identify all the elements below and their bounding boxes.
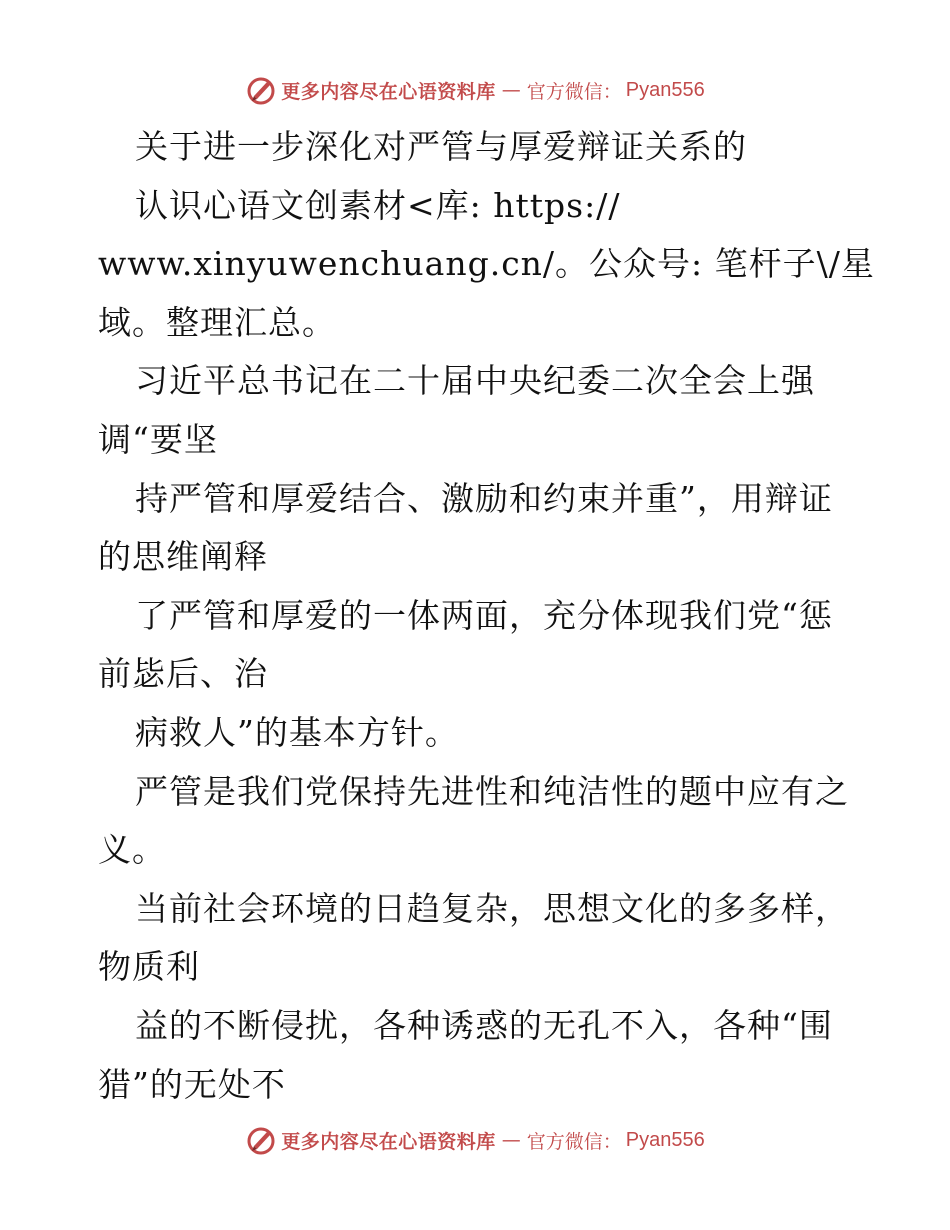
banner-wechat-id: Pyan556	[625, 1128, 705, 1151]
text-line: www.xinyuwenchuang.cn/。公众号: 笔杆子\/星	[98, 244, 875, 284]
header-banner	[0, 70, 950, 110]
text-line: 物质利	[98, 947, 200, 987]
text-line: 持严管和厚爱结合、激励和约束并重”，用辩证	[135, 478, 833, 518]
banner-separator: —	[501, 79, 521, 101]
text-line: 当前社会环境的日趋复杂，思想文化的多多样，	[135, 888, 849, 928]
text-line: 关于进一步深化对严管与厚爱辩证关系的	[135, 127, 747, 166]
text-line: 的思维阐释	[98, 537, 268, 577]
banner-wechat-id: Pyan556	[625, 78, 705, 101]
pen-logo-icon	[245, 1124, 277, 1156]
text-line: 认识心语文创素材<库: https://	[135, 185, 621, 225]
banner-content	[245, 74, 705, 106]
document-body	[98, 118, 875, 1114]
banner-title: 更多内容尽在心语资料库	[281, 80, 496, 103]
text-line: 益的不断侵扰，各种诱惑的无孔不入，各种“围	[135, 1005, 833, 1045]
banner-title: 更多内容尽在心语资料库	[281, 1130, 496, 1153]
banner-content	[245, 1124, 705, 1156]
text-line: 域。整理汇总。	[98, 302, 336, 342]
banner-separator: —	[501, 1129, 521, 1151]
text-line: 病救人”的基本方针。	[135, 712, 459, 752]
text-line: 义。	[98, 830, 166, 870]
pen-logo-icon	[245, 74, 277, 106]
text-line: 严管是我们党保持先进性和纯洁性的题中应有之	[135, 771, 849, 811]
text-line: 调“要坚	[98, 419, 218, 459]
text-line: 前毖后、治	[98, 654, 268, 694]
text-line: 习近平总书记在二十届中央纪委二次全会上强	[135, 361, 815, 401]
text-line: 了严管和厚爱的一体两面，充分体现我们党“惩	[135, 595, 833, 635]
footer-banner	[0, 1120, 950, 1160]
banner-wechat-label: 官方微信：	[526, 80, 622, 103]
banner-wechat-label: 官方微信：	[526, 1130, 622, 1153]
text-line: 猎”的无处不	[98, 1064, 286, 1104]
